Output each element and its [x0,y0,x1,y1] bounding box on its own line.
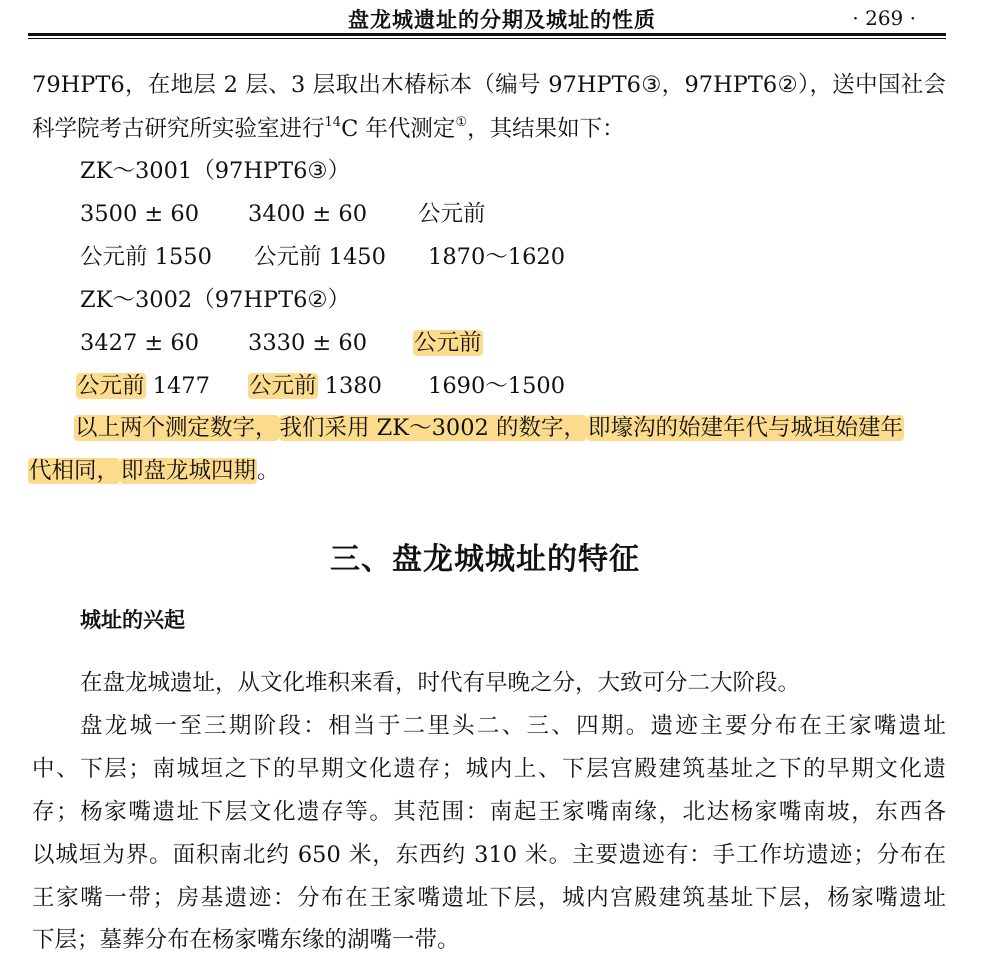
highlight: 公元前 [77,373,145,399]
body-line: 下层；墓葬分布在杨家嘴东缘的湖嘴一带。 [32,927,460,953]
body-line: 以城垣为界。面积南北约 650 米，东西约 310 米。主要遗迹有：手工作坊遗迹；分布在 [32,842,946,868]
highlight: 我们采用 ZK～3002 的数字， [279,415,587,441]
intro-line-1: 79HPT6，在地层 2 层、3 层取出木椿标本（编号 97HPT6③，97HPT6②），送中国社会 [32,72,946,98]
sample-value: 公元前 1450 [254,244,386,270]
footnote-marker[interactable]: ① [455,115,468,130]
sample-value: 3427 ± 60 [80,330,200,356]
sample-value [413,328,483,358]
sample-value: 公元前 1380 [249,373,382,399]
sample-value: 3400 ± 60 [248,201,368,227]
running-title: 盘龙城遗址的分期及城址的性质 [348,7,656,32]
highlight: 公元前 [414,330,482,356]
body-line: 中、下层；南城垣之下的早期文化遗存；城内上、下层宫殿建筑基址之下的早期文化遗 [32,756,946,782]
sample-value: 公元前 1550 [80,244,212,270]
conclusion-line-1 [74,413,946,443]
header-rule-thick [28,33,946,36]
sample-label: ZK～3002（97HPT6②） [80,287,351,313]
section-title: 三、盘龙城城址的特征 [330,542,640,577]
header-rule-thin [28,38,946,39]
body-line: 存；杨家嘴遗址下层文化遗存等。其范围：南起王家嘴南缘，北达杨家嘴南坡，东西各 [32,799,946,825]
body-line: 盘龙城一至三期阶段：相当于二里头二、三、四期。遗迹主要分布在王家嘴遗址 [80,713,946,739]
highlight: 即盘龙城四期 [121,458,257,484]
sample-value: 3330 ± 60 [248,330,368,356]
superscript-14: 14 [324,115,342,130]
body-line: 王家嘴一带；房基遗迹：分布在王家嘴遗址下层，城内宫殿建筑基址下层，杨家嘴遗址 [32,885,946,911]
highlight: 以上两个测定数字， [75,415,278,441]
sample-value: 公元前 1477 [77,373,210,399]
sample-value: 1870～1620 [428,244,566,270]
highlight: 代相同， [29,458,120,484]
intro-line-2: 科学院考古研究所实验室进行$^{14}$C 年代测定①，其结果如下： [32,115,625,142]
sample-value: 1690～1500 [428,373,566,399]
body-line: 在盘龙城遗址，从文化堆积来看，时代有早晚之分，大致可分二大阶段。 [80,670,801,696]
subheading: 城址的兴起 [80,608,185,632]
highlight: 公元前 [249,373,317,399]
page-number: · 269 · [852,6,916,30]
sample-value: 3500 ± 60 [80,201,200,227]
highlight: 即壕沟的始建年代与城垣始建年 [588,415,904,441]
sample-value: 公元前 [418,201,486,227]
conclusion-line-2: 代相同，即盘龙城四期。 [29,458,280,484]
sample-label: ZK～3001（97HPT6③） [80,158,351,184]
